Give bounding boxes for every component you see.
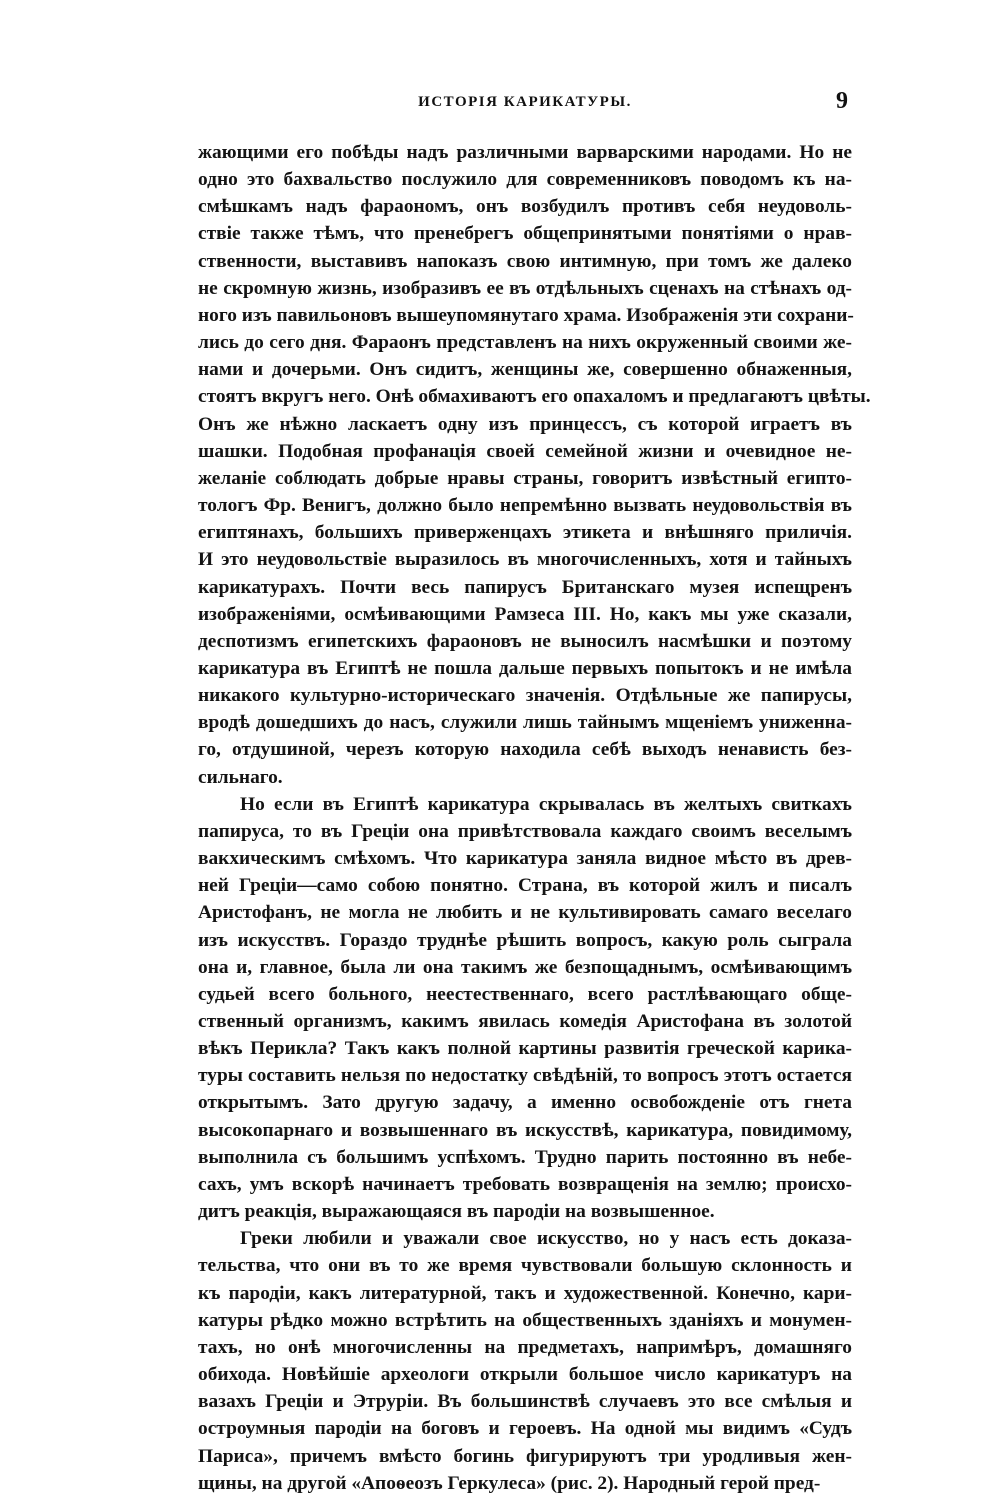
- text-line: тахъ, но онѣ многочисленны на предметахъ, напримѣръ, домашняго: [198, 1336, 852, 1358]
- text-line: карикатура въ Египтѣ не пошла дальше первыхъ попытокъ и не имѣла: [198, 657, 852, 679]
- text-line: лись до сего дня. Фараонъ представленъ на нихъ окруженный своими же-: [198, 332, 852, 354]
- text-line: Греки любили и уважали свое искусство, но у насъ есть доказа-: [240, 1228, 852, 1250]
- text-line: деспотизмъ египетскихъ фараоновъ не выносилъ насмѣшки и поэтому: [198, 630, 852, 652]
- text-line: Но если въ Египтѣ карикатура скрывалась въ желтыхъ свиткахъ: [240, 793, 852, 815]
- text-line: сахъ, умъ вскорѣ начинаетъ требовать возвращенія на землю; происхо-: [198, 1173, 852, 1195]
- text-line: высокопарнаго и возвышеннаго въ искусствѣ, карикатура, повидимому,: [198, 1119, 852, 1141]
- text-line: Аристофанъ, не могла не любить и не культивировать самаго веселаго: [198, 902, 852, 924]
- text-line: остроумныя пародіи на боговъ и героевъ. На одной мы видимъ «Судъ: [198, 1418, 852, 1440]
- text-line: ственный организмъ, какимъ явилась комедія Аристофана въ золотой: [198, 1011, 852, 1032]
- text-line: вакхическимъ смѣхомъ. Что карикатура заняла видное мѣсто въ древ-: [198, 848, 852, 870]
- text-line: жающими его побѣды надъ различными варварскими народами. Но не: [198, 142, 852, 163]
- text-line: нами и дочерьми. Онъ сидитъ, женщины же, совершенно обнаженныя,: [198, 359, 852, 381]
- text-line: изображеніями, осмѣивающими Рамзеса III. Но, какъ мы уже сказали,: [198, 603, 852, 625]
- text-line: Париса», причемъ вмѣсто богинь фигурируютъ три уродливыя жен-: [198, 1445, 852, 1467]
- text-line: ственности, выставивъ напоказъ свою интимную, при томъ же далеко: [198, 250, 852, 272]
- text-line: ного изъ павильоновъ вышеупомянутаго храма. Изображенія эти сохрани-: [198, 304, 854, 326]
- text-line: карикатурахъ. Почти весь папирусъ Британскаго музея испещренъ: [198, 576, 852, 598]
- body-text: [198, 139, 871, 1497]
- text-line: судьей всего больного, неестественнаго, всего растлѣвающаго обще-: [198, 983, 852, 1005]
- text-line: она и, главное, была ли она такимъ же безпощаднымъ, осмѣивающимъ: [198, 956, 852, 978]
- text-line: египтянахъ, большихъ приверженцахъ этикета и внѣшняго приличія.: [198, 522, 852, 544]
- text-line: тельства, что они въ то же время чувствовали большую склонность и: [198, 1255, 852, 1277]
- text-line: Онъ же нѣжно ласкаетъ одну изъ принцессъ, съ которой играетъ въ: [198, 413, 852, 435]
- text-line: шашки. Подобная профанація своей семейной жизни и очевидное не-: [198, 440, 852, 462]
- text-line: туры составить нельзя по недостатку свѣдѣній, то вопросъ этотъ остается: [198, 1065, 852, 1087]
- text-line: никакого культурно-историческаго значенія. Отдѣльные же папирусы,: [198, 685, 852, 707]
- text-line: не скромную жизнь, изобразивъ ее въ отдѣльныхъ сценахъ на стѣнахъ од-: [198, 277, 852, 299]
- page-number: 9: [836, 88, 848, 114]
- running-title: ИСТОРІЯ КАРИКАТУРЫ.: [418, 94, 632, 110]
- text-line: стоятъ вкругъ него. Онѣ обмахиваютъ его опахаломъ и предлагаютъ цвѣты.: [198, 386, 871, 408]
- text-line: изъ искусствъ. Гораздо труднѣе рѣшить вопросъ, какую роль сыграла: [198, 929, 852, 951]
- text-line: ствіе также тѣмъ, что пренебрегъ общепринятыми понятіями о нрав-: [198, 223, 852, 245]
- text-line: ней Греціи—само собою понятно. Страна, въ которой жилъ и писалъ: [198, 875, 852, 897]
- paragraph: [198, 791, 852, 1226]
- text-line: одно это бахвальство послужило для современниковъ поводомъ къ на-: [198, 169, 852, 191]
- running-head: [198, 88, 852, 122]
- paragraph: [198, 139, 871, 791]
- text-line: катуры рѣдко можно встрѣтить на общественныхъ зданіяхъ и монумен-: [198, 1309, 852, 1331]
- text-line: дитъ реакція, выражающаяся въ пародіи на возвышенное.: [198, 1201, 715, 1223]
- text-line: къ пародіи, какъ литературной, такъ и художественной. Конечно, кари-: [198, 1282, 852, 1304]
- text-line: папируса, то въ Греціи она привѣтствовала каждаго своимъ веселымъ: [198, 820, 852, 842]
- text-line: И это неудовольствіе выразилось въ многочисленныхъ, хотя и тайныхъ: [198, 549, 852, 571]
- text-line: щины, на другой «Апоѳеозъ Геркулеса» (рис. 2). Народный герой пред-: [198, 1472, 821, 1494]
- text-line: смѣшкамъ надъ фараономъ, онъ возбудилъ противъ себя неудоволь-: [198, 196, 852, 218]
- text-line: вазахъ Греціи и Этруріи. Въ большинствѣ случаевъ это все смѣлыя и: [198, 1391, 852, 1413]
- text-line: вѣкъ Перикла? Такъ какъ полной картины развитія греческой карика-: [198, 1038, 852, 1060]
- text-line: го, отдушиной, черезъ которую находила себѣ выходъ ненависть без-: [198, 739, 852, 761]
- paragraph: [198, 1225, 852, 1497]
- text-line: открытымъ. Зато другую задачу, а именно освобожденіе отъ гнета: [198, 1092, 852, 1114]
- text-line: выполнила съ большимъ успѣхомъ. Трудно парить постоянно въ небе-: [198, 1146, 852, 1168]
- text-line: сильнаго.: [198, 766, 283, 788]
- text-line: желаніе соблюдать добрые нравы страны, говоритъ извѣстный египто-: [198, 467, 852, 489]
- text-line: обихода. Новѣйшіе археологи открыли большое число карикатуръ на: [198, 1364, 852, 1386]
- text-line: тологъ Фр. Венигъ, должно было непремѣнно вызвать неудовольствія въ: [198, 495, 852, 517]
- text-line: вродѣ дошедшихъ до насъ, служили лишь тайнымъ мщеніемъ униженна-: [198, 712, 852, 734]
